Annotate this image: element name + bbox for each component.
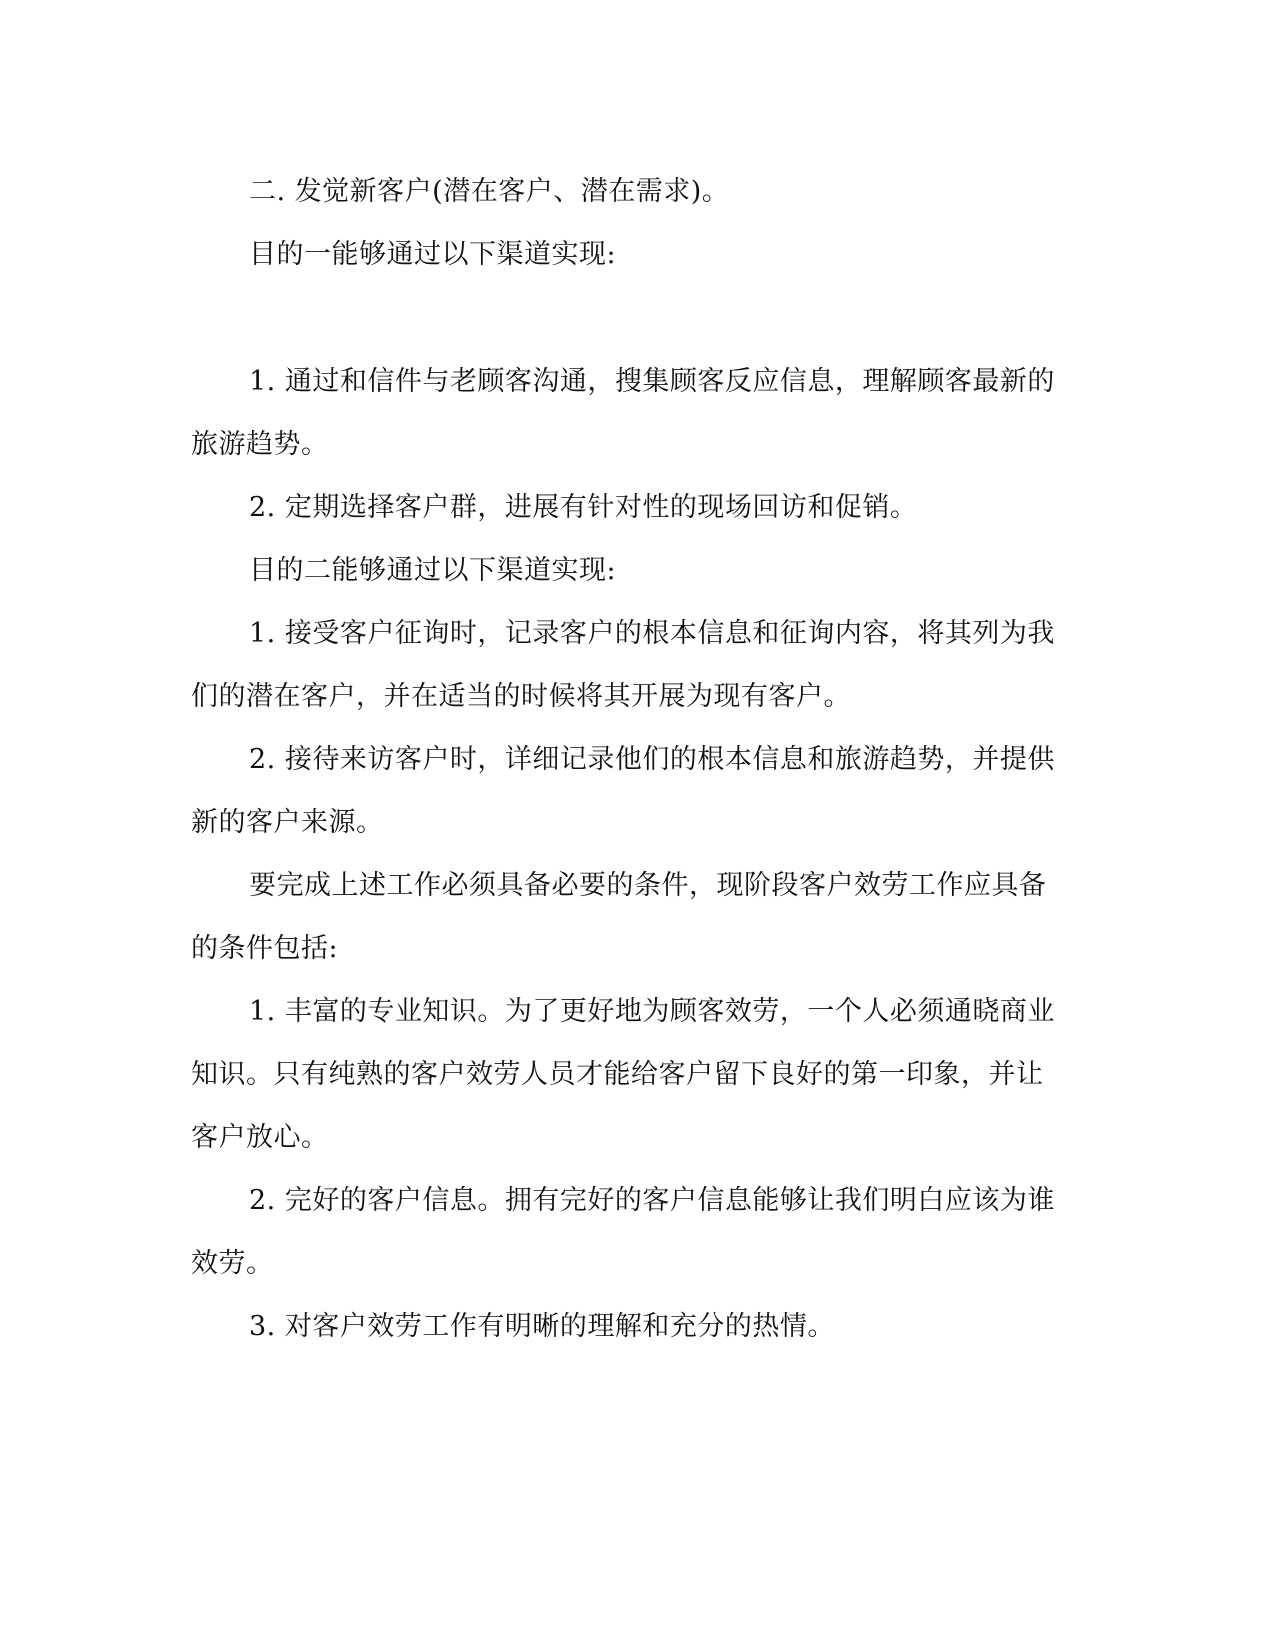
paragraph: 1. 丰富的专业知识。为了更好地为顾客效劳，一个人必须通晓商业知识。只有纯熟的客户效劳人员才能给客户留下良好的第一印象，并让客户放心。 — [191, 996, 1055, 1153]
paragraph: 目的二能够通过以下渠道实现: — [249, 555, 617, 586]
paragraph: 目的一能够通过以下渠道实现: — [249, 239, 617, 270]
spacer — [191, 286, 1061, 350]
paragraph: 1. 接受客户征询时，记录客户的根本信息和征询内容，将其列为我们的潜在客户，并在适当的时候将其开展为现有客户。 — [191, 618, 1055, 712]
paragraph: 2. 定期选择客户群，进展有针对性的现场回访和促销。 — [249, 492, 918, 523]
paragraph: 2. 完好的客户信息。拥有完好的客户信息能够让我们明白应该为谁效劳。 — [191, 1185, 1055, 1279]
document-body — [191, 160, 1061, 1358]
paragraph: 3. 对客户效劳工作有明晰的理解和充分的热情。 — [249, 1311, 835, 1342]
paragraph: 要完成上述工作必须具备必要的条件，现阶段客户效劳工作应具备的条件包括: — [191, 870, 1047, 964]
paragraph: 2. 接待来访客户时，详细记录他们的根本信息和旅游趋势，并提供新的客户来源。 — [191, 744, 1055, 838]
paragraph: 1. 通过和信件与老顾客沟通，搜集顾客反应信息，理解顾客最新的旅游趋势。 — [191, 366, 1055, 460]
section-heading: 二. 发觉新客户(潜在客户、潜在需求)。 — [249, 176, 730, 207]
